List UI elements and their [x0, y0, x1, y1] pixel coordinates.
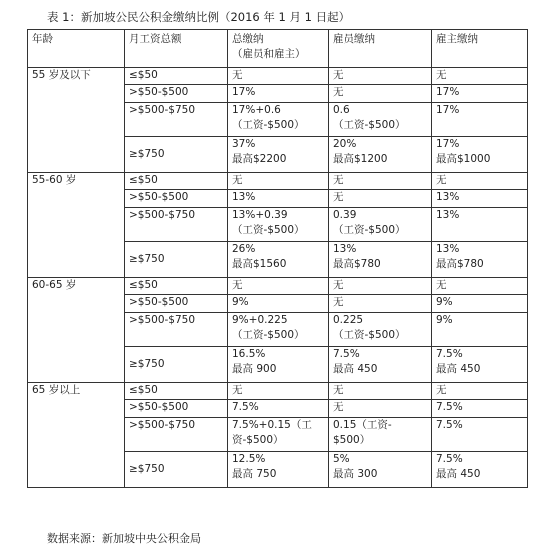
employer-cell [432, 400, 528, 418]
employee-cell [329, 103, 432, 137]
employee-cell [329, 278, 432, 295]
employer-cell-line: 最高 450 [436, 363, 481, 375]
employee-cell-line: 7.5% [333, 348, 360, 360]
total-cell-line: 16.5% [232, 348, 266, 360]
header-total-sub: （雇员和雇主） [232, 48, 306, 60]
employee-cell [329, 137, 432, 173]
employee-cell [329, 68, 432, 85]
total-cell [228, 208, 329, 242]
total-cell-line: 7.5%+0.15（工 [232, 419, 312, 431]
employer-cell-line: 无 [436, 69, 447, 81]
total-cell-line: 最高$2200 [232, 153, 287, 165]
employer-cell [432, 173, 528, 190]
employee-cell-line: 13% [333, 243, 357, 255]
age-group-cell: 55 岁及以下 [28, 68, 125, 173]
total-cell-line: 12.5% [232, 453, 266, 465]
wage-cell: ≤$50 [125, 173, 228, 190]
total-cell-line: 9%+0.225 [232, 314, 288, 326]
employee-cell-line: 0.15（工资- [333, 419, 392, 431]
employer-cell [432, 68, 528, 85]
total-cell-line: （工资-$500） [232, 119, 305, 131]
header-employer: 雇主缴纳 [432, 30, 528, 68]
employer-cell-line: 无 [436, 174, 447, 186]
wage-cell: >$500-$750 [125, 418, 228, 452]
header-row [28, 30, 528, 68]
table-row [28, 278, 528, 295]
wage-cell: >$50-$500 [125, 295, 228, 313]
age-group-cell: 65 岁以上 [28, 383, 125, 488]
employee-cell-line: （工资-$500） [333, 329, 406, 341]
employer-cell [432, 190, 528, 208]
employer-cell-line: 17% [436, 86, 460, 98]
total-cell [228, 85, 329, 103]
employee-cell-line: 无 [333, 86, 344, 98]
employer-cell-line: 无 [436, 384, 447, 396]
employer-cell-line: 7.5% [436, 453, 463, 465]
employer-cell [432, 208, 528, 242]
employer-cell-line: 7.5% [436, 401, 463, 413]
total-cell-line: 13%+0.39 [232, 209, 288, 221]
employer-cell [432, 103, 528, 137]
employee-cell-line: 5% [333, 453, 350, 465]
wage-cell: >$50-$500 [125, 85, 228, 103]
wage-cell: >$50-$500 [125, 190, 228, 208]
employer-cell-line: 17% [436, 104, 460, 116]
employer-cell-line: 17% [436, 138, 460, 150]
wage-cell: >$50-$500 [125, 400, 228, 418]
total-cell [228, 347, 329, 383]
contribution-rate-table [27, 29, 528, 488]
wage-cell: ≥$750 [125, 137, 228, 173]
total-cell-line: 26% [232, 243, 256, 255]
total-cell-line: 最高 750 [232, 468, 277, 480]
header-total-label: 总缴纳 [232, 33, 264, 45]
employee-cell [329, 208, 432, 242]
employee-cell-line: 无 [333, 296, 344, 308]
total-cell-line: 9% [232, 296, 249, 308]
employee-cell-line: 无 [333, 401, 344, 413]
employer-cell-line: 9% [436, 314, 453, 326]
employer-cell-line: 7.5% [436, 419, 463, 431]
wage-cell: >$500-$750 [125, 313, 228, 347]
header-total [228, 30, 329, 68]
total-cell-line: 13% [232, 191, 256, 203]
total-cell-line: 无 [232, 69, 243, 81]
total-cell-line: 17%+0.6 [232, 104, 281, 116]
employee-cell [329, 313, 432, 347]
employee-cell [329, 242, 432, 278]
header-age: 年龄 [28, 30, 125, 68]
wage-cell: ≥$750 [125, 242, 228, 278]
employee-cell-line: 20% [333, 138, 357, 150]
employer-cell-line: 无 [436, 279, 447, 291]
employer-cell-line: 13% [436, 209, 460, 221]
employee-cell-line: 最高$1200 [333, 153, 388, 165]
employee-cell-line: 无 [333, 384, 344, 396]
total-cell-line: 最高 900 [232, 363, 277, 375]
total-cell [228, 400, 329, 418]
total-cell-line: 37% [232, 138, 256, 150]
employee-cell-line: （工资-$500） [333, 224, 406, 236]
table-row [28, 173, 528, 190]
age-group-cell: 55-60 岁 [28, 173, 125, 278]
employer-cell-line: 最高$1000 [436, 153, 491, 165]
employer-cell [432, 452, 528, 488]
employee-cell-line: 无 [333, 279, 344, 291]
employee-cell-line: 最高 450 [333, 363, 378, 375]
employer-cell-line: 最高 450 [436, 468, 481, 480]
employer-cell-line: 13% [436, 191, 460, 203]
employee-cell-line: 0.6 [333, 104, 350, 116]
total-cell [228, 68, 329, 85]
table-row [28, 383, 528, 400]
employer-cell [432, 278, 528, 295]
employer-cell [432, 418, 528, 452]
total-cell [228, 103, 329, 137]
total-cell-line: 无 [232, 384, 243, 396]
employee-cell-line: （工资-$500） [333, 119, 406, 131]
total-cell [228, 313, 329, 347]
employee-cell-line: 无 [333, 174, 344, 186]
employer-cell [432, 347, 528, 383]
employer-cell [432, 242, 528, 278]
employee-cell-line: 最高 300 [333, 468, 378, 480]
wage-cell: ≥$750 [125, 452, 228, 488]
total-cell-line: 无 [232, 279, 243, 291]
employer-cell [432, 295, 528, 313]
employer-cell-line: 13% [436, 243, 460, 255]
total-cell [228, 242, 329, 278]
employee-cell [329, 190, 432, 208]
employee-cell-line: $500） [333, 434, 371, 446]
table-body [28, 68, 528, 488]
total-cell [228, 173, 329, 190]
header-wage: 月工资总额 [125, 30, 228, 68]
employee-cell [329, 452, 432, 488]
employee-cell [329, 400, 432, 418]
employee-cell [329, 383, 432, 400]
wage-cell: ≤$50 [125, 278, 228, 295]
employee-cell-line: 0.225 [333, 314, 364, 326]
wage-cell: ≤$50 [125, 383, 228, 400]
total-cell-line: 17% [232, 86, 256, 98]
employer-cell [432, 383, 528, 400]
wage-cell: ≥$750 [125, 347, 228, 383]
employee-cell-line: 0.39 [333, 209, 357, 221]
age-group-cell: 60-65 岁 [28, 278, 125, 383]
employee-cell-line: 无 [333, 69, 344, 81]
total-cell [228, 383, 329, 400]
total-cell [228, 137, 329, 173]
table-row [28, 68, 528, 85]
wage-cell: >$500-$750 [125, 208, 228, 242]
employee-cell [329, 85, 432, 103]
table-caption: 表 1：新加坡公民公积金缴纳比例（2016 年 1 月 1 日起） [47, 10, 351, 24]
wage-cell: ≤$50 [125, 68, 228, 85]
total-cell [228, 190, 329, 208]
total-cell [228, 295, 329, 313]
employee-cell [329, 347, 432, 383]
total-cell-line: （工资-$500） [232, 329, 305, 341]
employee-cell [329, 173, 432, 190]
total-cell [228, 452, 329, 488]
header-employee: 雇员缴纳 [329, 30, 432, 68]
total-cell [228, 418, 329, 452]
total-cell [228, 278, 329, 295]
employee-cell-line: 无 [333, 191, 344, 203]
employer-cell [432, 137, 528, 173]
wage-cell: >$500-$750 [125, 103, 228, 137]
total-cell-line: （工资-$500） [232, 224, 305, 236]
employee-cell [329, 295, 432, 313]
employer-cell [432, 85, 528, 103]
total-cell-line: 资-$500） [232, 434, 284, 446]
total-cell-line: 最高$1560 [232, 258, 287, 270]
total-cell-line: 7.5% [232, 401, 259, 413]
data-source: 数据来源：新加坡中央公积金局 [47, 532, 201, 545]
employer-cell-line: 7.5% [436, 348, 463, 360]
employer-cell-line: 9% [436, 296, 453, 308]
employer-cell-line: 最高$780 [436, 258, 484, 270]
employer-cell [432, 313, 528, 347]
employee-cell-line: 最高$780 [333, 258, 381, 270]
employee-cell [329, 418, 432, 452]
total-cell-line: 无 [232, 174, 243, 186]
